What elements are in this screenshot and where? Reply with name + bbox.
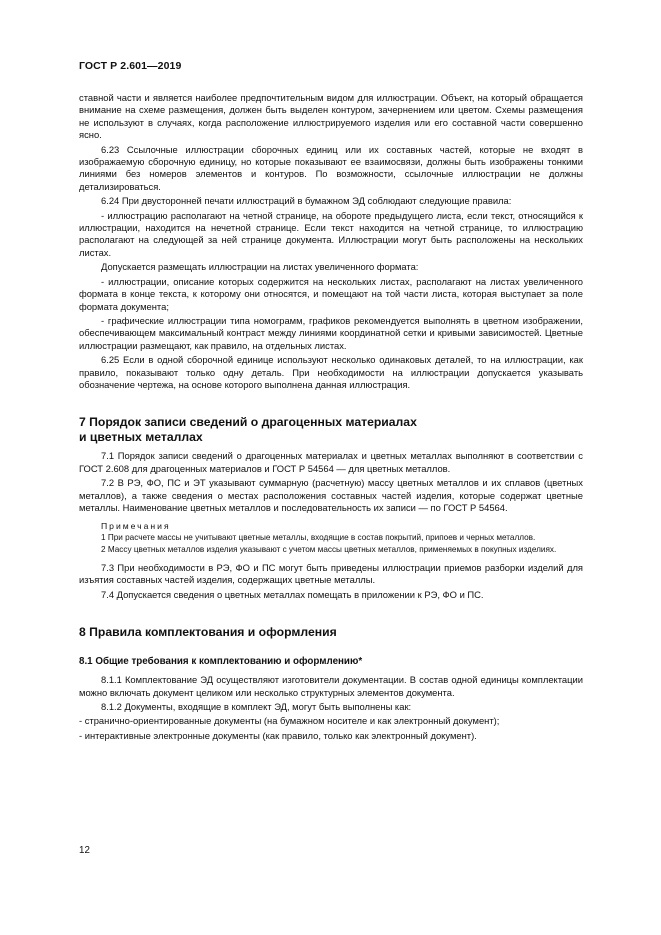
section-7-heading — [79, 415, 583, 445]
paragraph-7-2: 7.2 В РЭ, ФО, ПС и ЭТ указывают суммарную (расчетную) массу цветных металлов и их сплавов (цветных металлов), а также сведения о местах расположения составных частей изделия, которые содержат цветные металлы. Наименование цветных металлов и последовательность их записи — по ГОСТ Р 54564. — [79, 477, 583, 513]
list-item-8-1-2-2: - интерактивные электронные документы (как правило, только как электронный документ). — [79, 729, 477, 741]
paragraph-7-4: 7.4 Допускается сведения о цветных металлах помещать в приложении к РЭ, ФО и ПС. — [101, 588, 484, 600]
paragraph-8-1-2: 8.1.2 Документы, входящие в комплект ЭД, могут быть выполнены как: — [101, 701, 412, 712]
section-8-heading: 8 Правила комплектования и оформления — [79, 625, 337, 640]
page-number: 12 — [79, 845, 90, 856]
note-1: 1 При расчете массы не учитывают цветные металлы, входящие в состав покрытий, припоев и черных металлов. — [101, 532, 536, 542]
list-item-6-24-1: - иллюстрацию располагают на четной странице, на обороте предыдущего листа, если текст, относящийся к иллюстрации, находится на нечетной странице. Если текст находится на четной странице, то иллюстрацию располагают на следующей за ней странице документа. Иллюстрации могут быть расположены на нескольких листах. — [79, 209, 583, 258]
paragraph-6-24: 6.24 При двусторонней печати иллюстраций в бумажном ЭД соблюдают следующие правила: — [101, 195, 512, 207]
note-2: 2 Массу цветных металлов изделия указывают с учетом массы цветных металлов, применяемых в покупных изделиях. — [101, 545, 557, 555]
section-7-heading-line1: 7 Порядок записи сведений о драгоценных материалах — [79, 415, 417, 430]
list-item-8-1-2-1: - странично-ориентированные документы (на бумажном носителе и как электронный документ); — [79, 715, 500, 727]
paragraph-8-1-1: 8.1.1 Комплектование ЭД осуществляют изготовители документации. В состав одной единицы комплектации можно включать документ целиком или несколько структурных элементов документа. — [79, 674, 583, 698]
page-header-standard-number: ГОСТ Р 2.601—2019 — [79, 60, 182, 72]
page-content — [79, 92, 583, 744]
list-item-allowed-1: - иллюстрации, описание которых содержится на нескольких листах, располагают на листах увеличенного формата в конце текста, к которому они относятся, и помещают на той части листа, которая выступает за поле формата документа; — [79, 275, 583, 312]
paragraph-6-23: 6.23 Ссылочные иллюстрации сборочных единиц или их составных частей, которые не входят в изображаемую сборочную единицу, но которые показывают ее взаимосвязи, должны быть изображены тонкими линиями без номеров элементов и контуров. По возможности, ссылочные иллюстрации не должны детализироваться. — [79, 143, 583, 192]
paragraph-6-25: 6.25 Если в одной сборочной единице используют несколько одинаковых деталей, то на иллюстрации, как правило, показывают только одну деталь. При необходимости на иллюстрации допускается указывать обозначение чертежа, на основе которого выполнена данная иллюстрация. — [79, 354, 583, 390]
paragraph-continued: ставной части и является наиболее предпочтительным видом для иллюстрации. Объект, на который обращается внимание на схеме размещения, должен быть выделен контуром, зачернением или цветом. Схемы размещения не используют в случаях, когда расположение иллюстрируемого изделия или его составной части совершенно ясно. — [79, 92, 583, 141]
paragraph-7-3: 7.3 При необходимости в РЭ, ФО и ПС могут быть приведены иллюстрации приемов разборки изделий для изъятия составных частей изделия, содержащих цветные металлы. — [79, 561, 583, 586]
paragraph-7-1: 7.1 Порядок записи сведений о драгоценных материалах и цветных металлах выполняют в соответствии с ГОСТ 2.608 для драгоценных материалов и ГОСТ Р 54564 — для цветных металлов. — [79, 450, 583, 474]
list-item-allowed-2: - графические иллюстрации типа номограмм, графиков рекомендуется выполнять в цветном изображении, обеспечивающем максимальный контраст между линиями координатной сетки и кривыми зависимостей. Цветные иллюстрации размещают, как правило, на отдельных листах. — [79, 314, 583, 351]
notes-title: Примечания — [101, 521, 171, 532]
paragraph-allowed-formats: Допускается размещать иллюстрации на листах увеличенного формата: — [101, 261, 419, 273]
subsection-8-1-heading: 8.1 Общие требования к комплектованию и оформлению* — [79, 656, 363, 668]
section-7-heading-line2: и цветных металлах — [79, 430, 203, 445]
